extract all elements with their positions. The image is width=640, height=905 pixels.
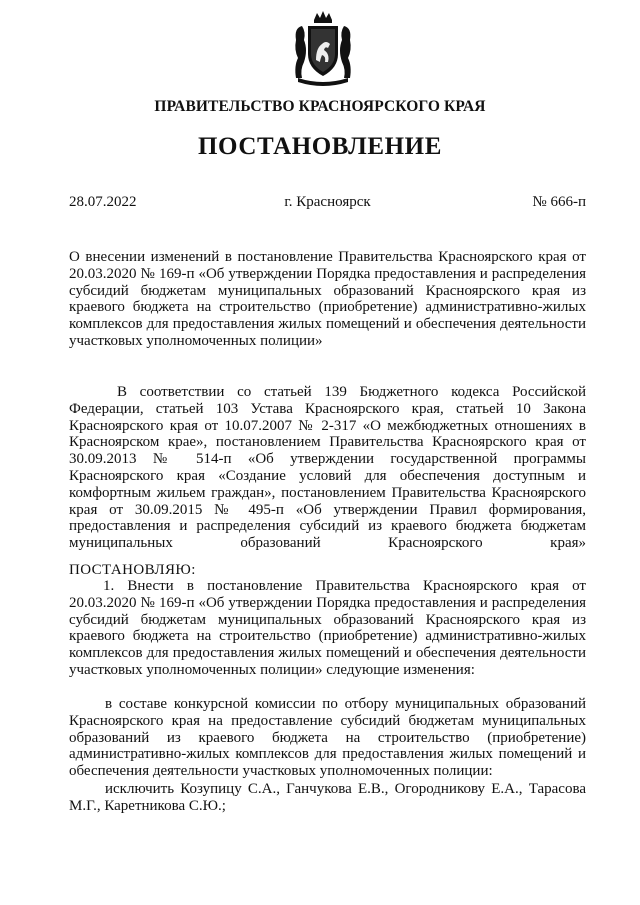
document-date: 28.07.2022 bbox=[69, 194, 137, 210]
resolve-heading: ПОСТАНОВЛЯЮ: bbox=[69, 562, 196, 578]
document-city: г. Красноярск bbox=[284, 194, 371, 210]
commission-paragraph: в составе конкурсной комиссии по отбору муниципальных образований Красноярского края на предоставление субсидий бюджетам муниципальных образований из краевого бюджета на строительство (приобретение) административно-жилых комплексов для предоставления жилых помещений и обеспечения деятельности участковых уполномоченных полиции: bbox=[69, 696, 586, 780]
document-subject: О внесении изменений в постановление Правительства Красноярского края от 20.03.2020 № 169-п «Об утверждении Порядка предоставления и распределения субсидий бюджетам муниципальных образований Красноярского края из краевого бюджета на строительство (приобретение) административно-жилых комплексов для предоставления жилых помещений и обеспечения деятельности участковых уполномоченных полиции» bbox=[69, 249, 586, 349]
preamble-paragraph: В соответствии со статьей 139 Бюджетного кодекса Российской Федерации, статьей 103 Устава Красноярского края, статьей 10 Закона Красноярского края от 10.07.2007 № 2-317 «О межбюджетных отношениях в Красноярском крае», постановлением Правительства Красноярского края от 30.09.2013 № 514-п «Об утверждении государственной программы Красноярского края «Создание условий для обеспечения доступным и комфортным жильем граждан», постановлением Правительства Красноярского края от 30.09.2015 № 495-п «Об утверждении Правил формирования, предоставления и распределения субсидий из краевого бюджета бюджетам муниципальных образований Красноярского края» bbox=[69, 384, 586, 552]
document-number: № 666-п bbox=[532, 194, 586, 210]
government-title: ПРАВИТЕЛЬСТВО КРАСНОЯРСКОГО КРАЯ bbox=[154, 98, 486, 115]
document-type: ПОСТАНОВЛЕНИЕ bbox=[197, 133, 443, 160]
document-meta bbox=[69, 194, 586, 214]
exclude-paragraph: исключить Козупицу С.А., Ганчукова Е.В., Огородникову Е.А., Тарасова М.Г., Каретникова С.Ю.; bbox=[69, 781, 586, 814]
item-1-paragraph: 1. Внести в постановление Правительства Красноярского края от 20.03.2020 № 169-п «Об утверждении Порядка предоставления и распределения субсидий бюджетам муниципальных образований Красноярского края из краевого бюджета на строительство (приобретение) административно-жилых комплексов для предоставления жилых помещений и обеспечения деятельности участковых уполномоченных полиции» следующие изменения: bbox=[69, 578, 586, 678]
coat-of-arms-icon bbox=[292, 10, 354, 86]
